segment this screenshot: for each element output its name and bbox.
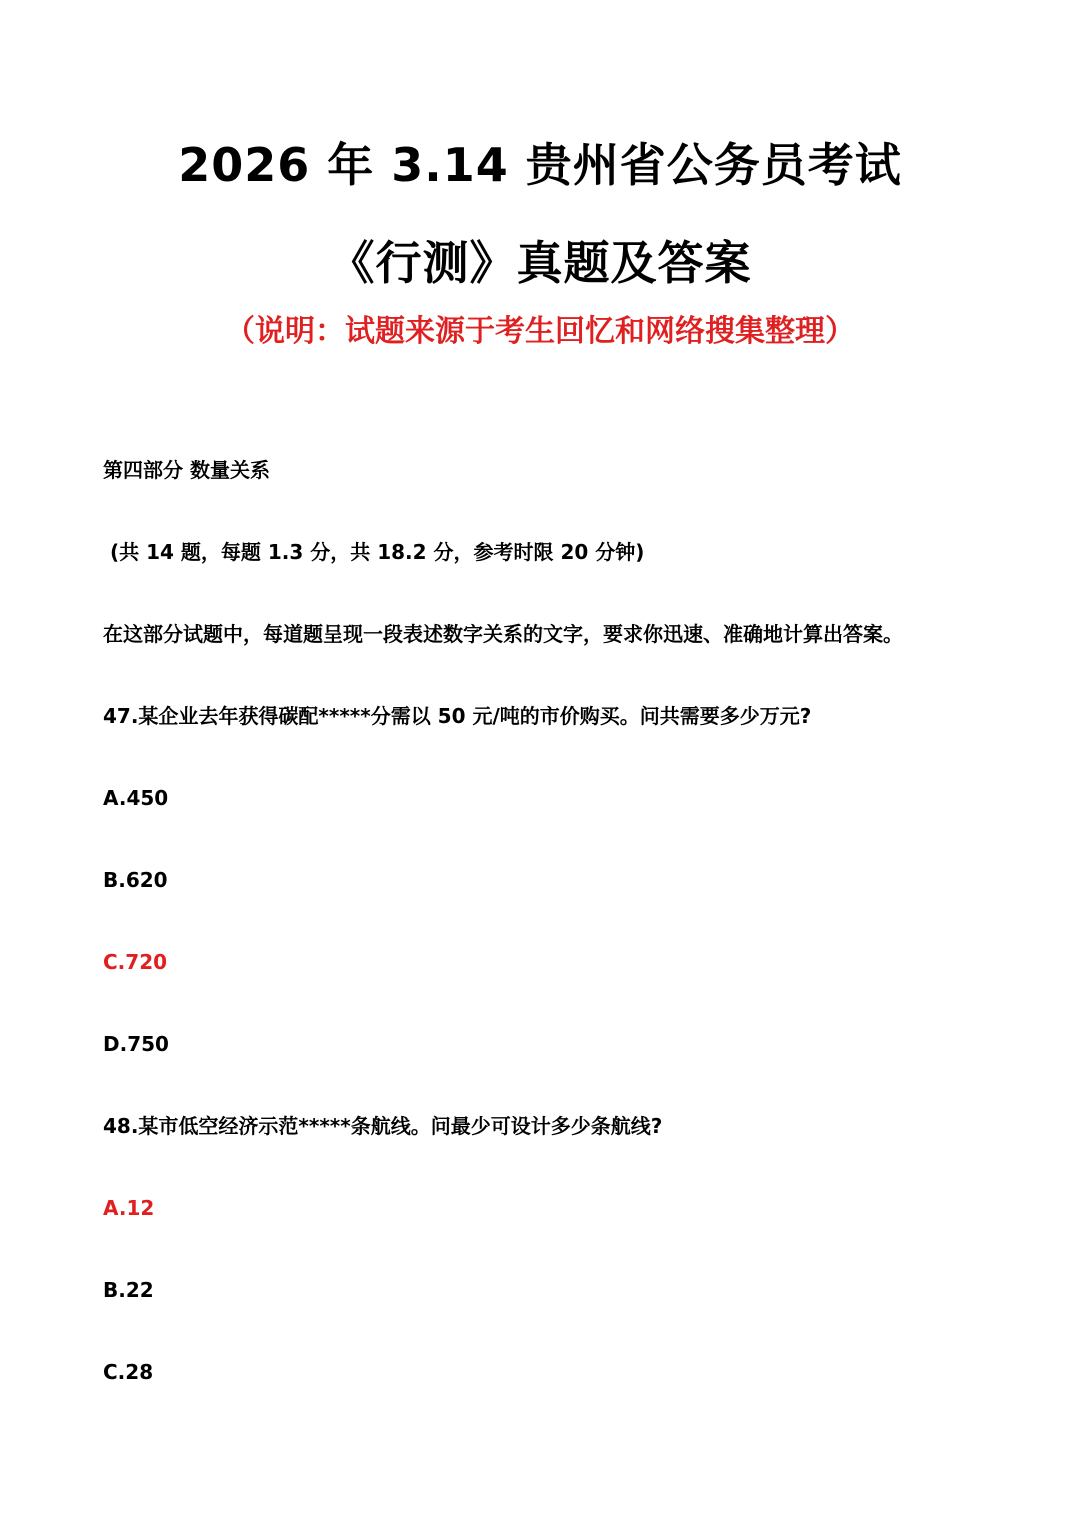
- question-47-option-d: D.750: [103, 1032, 169, 1056]
- document-title-line1: 2026 年 3.14 贵州省公务员考试: [178, 138, 902, 192]
- section-meta: (共 14 题，每题 1.3 分，共 18.2 分，参考时限 20 分钟): [110, 540, 645, 564]
- question-47-option-a: A.450: [103, 786, 169, 810]
- question-48-option-a: A.12: [103, 1196, 155, 1220]
- question-47-option-c: C.720: [103, 950, 168, 974]
- document-title-line2: 《行测》真题及答案: [328, 236, 752, 290]
- question-47-stem: 47.某企业去年获得碳配*****分需以 50 元/吨的市价购买。问共需要多少万元?: [103, 704, 812, 728]
- question-48-option-c: C.28: [103, 1360, 154, 1384]
- question-47-option-b: B.620: [103, 868, 168, 892]
- question-48-option-b: B.22: [103, 1278, 154, 1302]
- question-48-stem: 48.某市低空经济示范*****条航线。问最少可设计多少条航线?: [103, 1114, 663, 1138]
- section-instruction: 在这部分试题中，每道题呈现一段表述数字关系的文字，要求你迅速、准确地计算出答案。: [103, 622, 903, 646]
- source-note: （说明：试题来源于考生回忆和网络搜集整理）: [225, 314, 855, 349]
- section-heading: 第四部分 数量关系: [103, 458, 270, 482]
